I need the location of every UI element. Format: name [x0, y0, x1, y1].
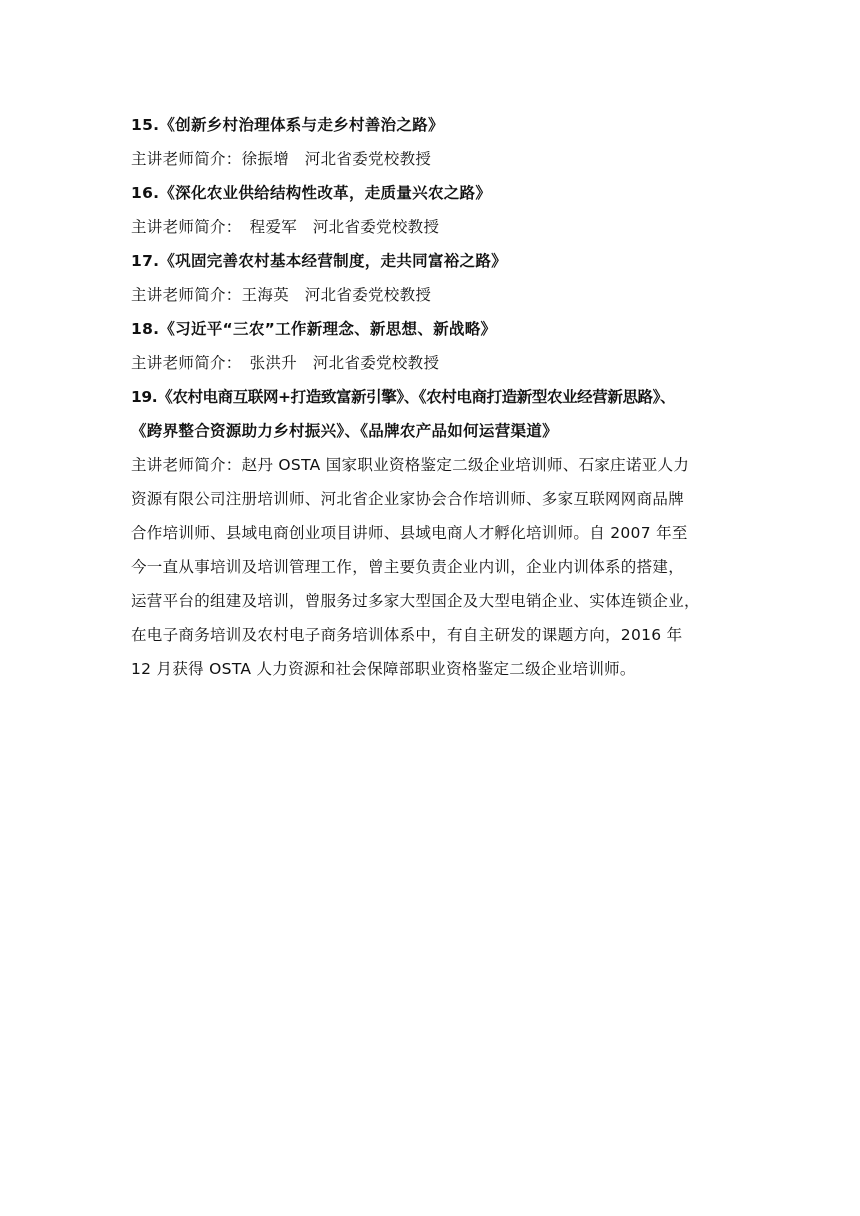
- bio-line: 主讲老师简介：赵丹 OSTA 国家职业资格鉴定二级企业培训师、石家庄诺亚人力: [131, 456, 690, 474]
- course-title-18: 18.《习近平“三农”工作新理念、新思想、新战略》: [131, 320, 497, 338]
- instructor-intro-16: 主讲老师简介： 程爱军 河北省委党校教授: [131, 218, 440, 236]
- bio-line: 资源有限公司注册培训师、河北省企业家协会合作培训师、多家互联网网商品牌: [131, 490, 685, 508]
- course-title-19-line-1: 19.《农村电商互联网+打造致富新引擎》、《农村电商打造新型农业经营新思路》、: [131, 388, 676, 406]
- bio-line: 12 月获得 OSTA 人力资源和社会保障部职业资格鉴定二级企业培训师。: [131, 660, 636, 678]
- instructor-intro-15: 主讲老师简介：徐振增 河北省委党校教授: [131, 150, 432, 168]
- course-title-15: 15.《创新乡村治理体系与走乡村善治之路》: [131, 116, 444, 134]
- instructor-intro-17: 主讲老师简介：王海英 河北省委党校教授: [131, 286, 432, 304]
- bio-line: 运营平台的组建及培训，曾服务过多家大型国企及大型电销企业、实体连锁企业，: [131, 592, 700, 610]
- bio-line: 合作培训师、县域电商创业项目讲师、县域电商人才孵化培训师。自 2007 年至: [131, 524, 688, 542]
- bio-line: 在电子商务培训及农村电子商务培训体系中，有自主研发的课题方向，2016 年: [131, 626, 683, 644]
- bio-line: 今一直从事培训及培训管理工作，曾主要负责企业内训，企业内训体系的搭建，: [131, 558, 685, 576]
- instructor-bio-19: [131, 448, 731, 686]
- instructor-intro-18: 主讲老师简介： 张洪升 河北省委党校教授: [131, 354, 440, 372]
- course-list: [131, 108, 731, 686]
- course-title-16: 16.《深化农业供给结构性改革，走质量兴农之路》: [131, 184, 492, 202]
- course-title-17: 17.《巩固完善农村基本经营制度，走共同富裕之路》: [131, 252, 507, 270]
- course-title-19-line-2: 《跨界整合资源助力乡村振兴》、《品牌农产品如何运营渠道》: [131, 422, 558, 440]
